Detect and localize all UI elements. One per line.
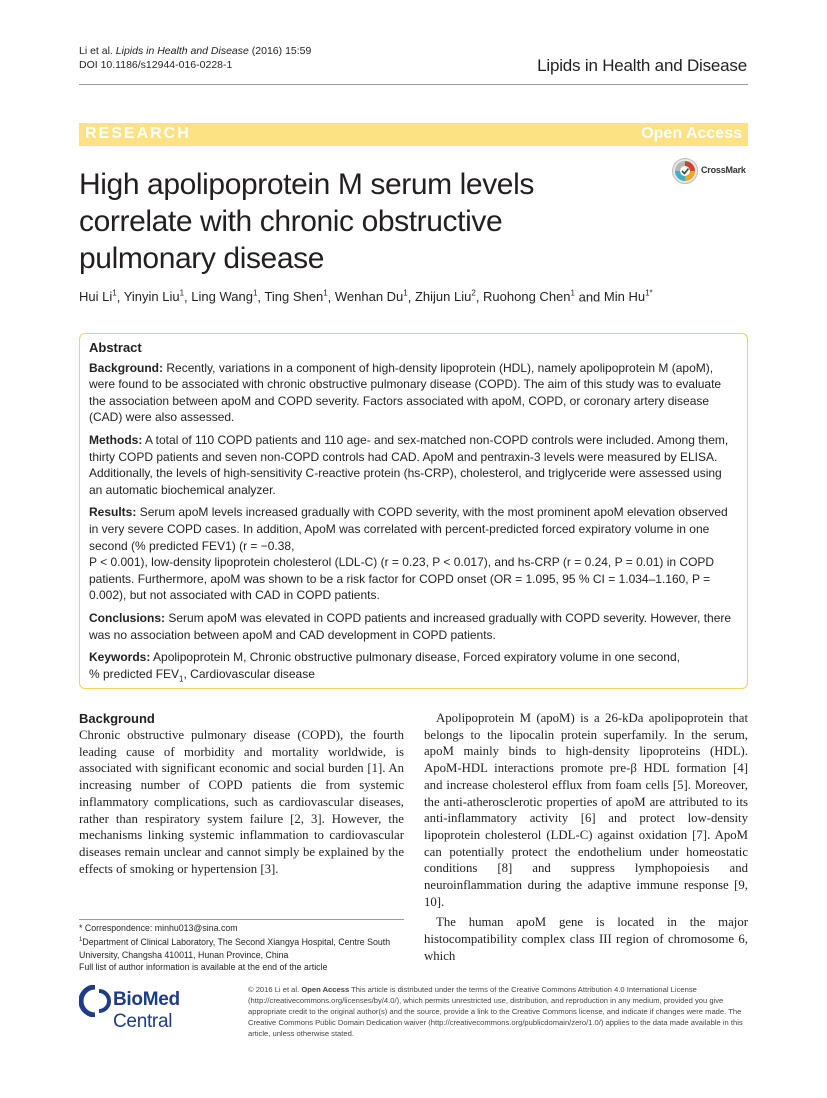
footnotes [79, 922, 404, 973]
crossmark-icon [672, 158, 698, 184]
doi[interactable]: DOI 10.1186/s12944-016-0228-1 [79, 59, 233, 71]
citation-authors: Li et al. [79, 45, 113, 57]
header-divider [79, 84, 748, 85]
crossmark-label: CrossMark [701, 165, 746, 175]
section-heading-background: Background [79, 711, 155, 726]
abstract-results: Results: Serum apoM levels increased gradually with COPD severity, with the most prominent apoM elevation observed in very severe COPD cases. In addition, ApoM was correlated with percent-predicted forced expiratory volume in one second (% predicted FEV1) (r = −0.38, P < 0.001), low-density lipoprotein cholesterol (LDL-C) (r = 0.23, P < 0.017), and hs-CRP (r = 0.24, P = 0.01) in COPD patients. Furthermore, apoM was shown to be a risk factor for COPD onset (OR = 1.095, 95 % CI = 1.034–1.160, P = 0.002), but not associated with CAD in COPD patients. [89, 505, 728, 603]
crossmark-badge[interactable] [672, 158, 750, 188]
author[interactable]: Min $Hu^{1*}$ [603, 289, 653, 305]
author[interactable]: Ting Shen$^1$ [264, 289, 328, 305]
biomed-central-logo[interactable] [79, 983, 239, 1032]
abstract-box [79, 333, 748, 689]
author-info-note: Full list of author information is available at the end of the article [79, 961, 328, 972]
body-paragraph: The human apoM gene is located in the major histocompatibility complex class III region of chromosome 6, which [424, 915, 748, 963]
abstract-heading: Abstract [89, 340, 142, 355]
authors-and: and [578, 289, 601, 305]
biomed-central-wordmark: BioMed Central [113, 989, 180, 1032]
article-type-label: RESEARCH [85, 125, 191, 142]
citation-volume: (2016) 15:59 [251, 45, 312, 57]
body-paragraph: Chronic obstructive pulmonary disease (COPD), the fourth leading cause of morbidity and mortality worldwide, is associated with significant economic and social burden [1]. An increasing number of COPD patients die from systemic inflammatory complications, such as cardiovascular diseases, rather than respiratory system failure [2, 3]. However, the mechanisms linking systemic inflammation to cardiovascular diseases remain unclear and cannot simply be explained by the effects of smoking or hypertension [3]. [79, 728, 404, 876]
article-type-banner [79, 123, 748, 146]
affiliation: $^1$Department of Clinical Laboratory, The Second Xiangya Hospital, Centre South University, Changsha 410011, Hunan Province, China [79, 937, 391, 960]
citation-line [79, 44, 311, 58]
author[interactable]: Yinyin Liu$^1$ [123, 289, 185, 305]
license-text: © 2016 Li et al. Open Access This article is distributed under the terms of the Creative Commons Attribution 4.0 International License (http://creativecommons.org/licenses/by/4.0/), which permits unrestricted use, distribution, and reproduction in any medium, provided you give appropriate credit to the original author(s) and the source, provide a link to the Creative Commons license, and indicate if changes were made. The Creative Commons Public Domain Dedication waiver (http://creativecommons.org/publicdomain/zero/1.0/) applies to the data made available in this article, unless otherwise stated. [248, 985, 743, 1038]
author[interactable]: Ling Wang$^1$ [191, 289, 258, 305]
abstract-content [89, 340, 734, 694]
open-access-label: Open Access [641, 125, 742, 142]
author[interactable]: Hui Li$^1$ [79, 289, 117, 305]
author[interactable]: Zhijun Liu$^2$ [414, 289, 476, 305]
body-left-column [79, 710, 404, 877]
author[interactable]: Wenhan Du$^1$ [334, 289, 408, 305]
author-list: Hui Li$^1$, Yinyin Liu$^1$, Ling Wang$^1$, Ting Shen$^1$, Wenhan Du$^1$, Zhijun Liu$^2$, Ruohong Chen$^1$ and Min $Hu^{1*}$ [79, 289, 653, 305]
citation-header [79, 44, 311, 72]
journal-name: Lipids in Health and Disease [537, 56, 747, 75]
abstract-conclusions: Conclusions: Serum apoM was elevated in COPD patients and increased gradually with COPD severity. However, there was no association between apoM and CAD development in COPD patients. [89, 610, 732, 642]
footnote-divider [79, 919, 404, 920]
abstract-background: Background: Recently, variations in a component of high-density lipoprotein (HDL), namely apolipoprotein M (apoM), were found to be associated with chronic obstructive pulmonary disease (COPD). The aim of this study was to evaluate the association between apoM and COPD severity. Factors associated with apoM, COPD, or coronary artery disease (CAD) were also assessed. [89, 360, 722, 425]
citation-journal: Lipids in Health and Disease [115, 45, 249, 57]
body-right-column [424, 710, 748, 965]
correspondence[interactable]: * Correspondence: minhu013@sina.com [79, 923, 238, 933]
biomed-central-icon [79, 985, 111, 1017]
abstract-methods: Methods: A total of 110 COPD patients and 110 age- and sex-matched non-COPD controls were included. Among them, thirty COPD patients and seven non-COPD controls had CAD. ApoM and pentraxin-3 levels were measured by ELISA. Additionally, the levels of high-sensitivity C-reactive protein (hs-CRP), cholesterol, and triglyceride were assessed using an automatic biochemical analyzer. [89, 432, 729, 497]
author[interactable]: Ruohong Chen$^1$ [483, 289, 575, 305]
abstract-keywords: Keywords: Apolipoprotein M, Chronic obstructive pulmonary disease, Forced expiratory volume in one second, % predicted $FEV_1$, Cardiovascular disease [89, 650, 680, 684]
body-paragraph: Apolipoprotein M (apoM) is a 26-kDa apolipoprotein that belongs to the lipocalin protein superfamily. In the serum, apoM mainly binds to high-density lipoproteins (HDL). ApoM-HDL interactions promote pre-β HDL formation [4] and increase cholesterol efflux from foam cells [5]. Moreover, the anti-atherosclerotic properties of apoM are attributed to its anti-inflammatory activity [6] and protect low-density lipoprotein cholesterol (LDL-C) against oxidation [7]. ApoM can potentially protect the endothelium under homeostatic conditions [8] and suppress lymphopoiesis and neuroinflammation during the adaptive immune response [9, 10]. [424, 711, 748, 909]
article-title: High apolipoprotein M serum levels correlate with chronic obstructive pulmonary disease [79, 168, 534, 275]
